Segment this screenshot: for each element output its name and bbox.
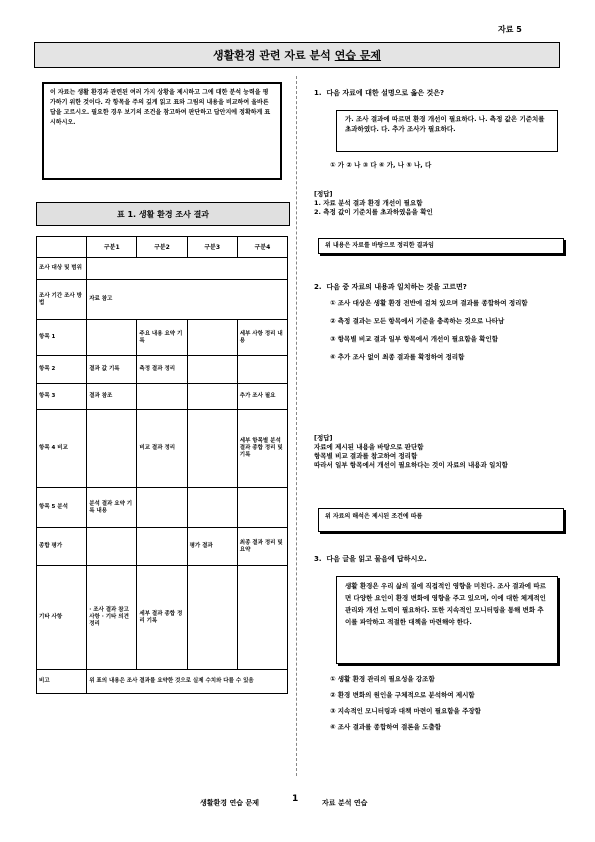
title-main: 생활환경 관련 자료 분석 — [212, 49, 331, 62]
page-title — [34, 42, 560, 68]
table-cell: 결과 값 기록 — [87, 356, 137, 384]
q1-note: 위 내용은 자료를 바탕으로 정리한 결과임 — [318, 238, 564, 254]
table-row — [37, 488, 288, 528]
table-cell — [187, 566, 237, 670]
table-cell: 세부 결과 종합 정리 기록 — [137, 566, 187, 670]
table-row — [37, 566, 288, 670]
table-cell — [137, 528, 187, 566]
table-section-title: 표 1. 생활 환경 조사 결과 — [36, 202, 290, 226]
table-row — [37, 384, 288, 410]
table-row — [37, 280, 288, 320]
q1-answer — [314, 190, 564, 217]
table-header-cell: 구분3 — [187, 237, 237, 258]
table-cell — [137, 384, 187, 410]
table-row — [37, 356, 288, 384]
option-item: ① 조사 대상은 생활 환경 전반에 걸쳐 있으며 결과를 종합하여 정리함 — [330, 299, 528, 307]
answer-line: 따라서 일부 항목에서 개선이 필요하다는 것이 자료의 내용과 일치함 — [314, 461, 508, 469]
row-label: 조사 기간 조사 방법 — [37, 280, 87, 320]
table-cell — [87, 258, 288, 280]
table-cell — [87, 528, 137, 566]
table-header-cell: 구분4 — [237, 237, 287, 258]
table-cell — [87, 320, 137, 356]
title-underlined: 연습 문제 — [334, 49, 382, 62]
footer-page-number: 1 — [292, 794, 299, 804]
question-2 — [314, 282, 564, 292]
table-cell — [237, 488, 287, 528]
q2-answer — [314, 434, 564, 470]
row-label: 조사 대상 및 범위 — [37, 258, 87, 280]
question-marker: 1. — [314, 89, 322, 97]
row-label: 항목 1 — [37, 320, 87, 356]
q1-statement-box: 가. 조사 결과에 따르면 환경 개선이 필요하다. 나. 측정 값은 기준치를 초과하였다. 다. 추가 조사가 필요하다. — [336, 110, 558, 152]
table-cell: 주요 내용 요약 기록 — [137, 320, 187, 356]
question-marker: 2. — [314, 283, 322, 291]
row-label: 항목 4 비교 — [37, 410, 87, 488]
table-cell: 최종 결과 정리 및 요약 — [237, 528, 287, 566]
row-label: 기타 사항 — [37, 566, 87, 670]
table-header-cell: 구분1 — [87, 237, 137, 258]
table-cell — [237, 566, 287, 670]
table-cell: 분석 결과 요약 기록 내용 — [87, 488, 137, 528]
footer-left: 생활환경 연습 문제 — [200, 799, 259, 807]
row-label: 항목 3 — [37, 384, 87, 410]
option-item: ④ 추가 조사 없이 최종 결과를 확정하여 정리함 — [330, 353, 465, 361]
q2-options — [330, 298, 566, 362]
table-header-row — [37, 237, 288, 258]
answer-line: 자료에 제시된 내용을 바탕으로 판단함 — [314, 443, 424, 451]
table-cell: 세부 항목별 분석 결과 종합 정리 및 기록 — [237, 410, 287, 488]
table-cell: · 조사 결과 참고 사항 · 기타 의견 정리 — [87, 566, 137, 670]
survey-table — [36, 236, 288, 694]
answer-line: 2. 측정 값이 기준치를 초과하였음을 확인 — [314, 208, 433, 216]
question-marker: 3. — [314, 555, 322, 563]
question-text: 다음 자료에 대한 설명으로 옳은 것은? — [326, 89, 445, 97]
q1-options: ① 가 ② 나 ③ 다 ④ 가, 나 ⑤ 나, 다 — [330, 161, 432, 169]
q3-options — [330, 674, 566, 732]
row-label: 항목 2 — [37, 356, 87, 384]
table-cell: 자료 참고 — [87, 280, 288, 320]
table-cell: 결과 참조 — [87, 384, 137, 410]
row-label: 비고 — [37, 670, 87, 694]
answer-line: 항목별 비교 결과를 참고하여 정리함 — [314, 452, 418, 460]
q3-passage-box: 생활 환경은 우리 삶의 질에 직접적인 영향을 미친다. 조사 결과에 따르면 다양한 요인이 환경 변화에 영향을 주고 있으며, 이에 대한 체계적인 관리와 개선 노력이 필요하다. 또한 지속적인 모니터링을 통해 변화 추이를 파악하고 적절한 대책을 마련해야 한다. — [336, 576, 558, 664]
table-cell — [187, 356, 237, 384]
option-item: ③ 지속적인 모니터링과 대책 마련이 필요함을 주장함 — [330, 707, 481, 715]
table-cell: 평가 결과 — [187, 528, 237, 566]
table-cell: 세부 사항 정리 내용 — [237, 320, 287, 356]
intro-box: 이 자료는 생활 환경과 관련된 여러 가지 상황을 제시하고 그에 대한 분석 능력을 평가하기 위한 것이다. 각 항목을 주의 깊게 읽고 표와 그림의 내용을 비교하여 올바른 답을 고르시오. 필요한 경우 보기의 조건을 참고하여 판단하고 답안지에 정확하게 표시하시오. — [42, 82, 282, 180]
row-label: 종합 평가 — [37, 528, 87, 566]
table-cell — [237, 356, 287, 384]
footer-right: 자료 분석 연습 — [322, 799, 368, 807]
question-text: 다음 중 자료의 내용과 일치하는 것을 고르면? — [326, 283, 467, 291]
table-cell — [187, 488, 237, 528]
answer-line: 1. 자료 분석 결과 환경 개선이 필요함 — [314, 199, 423, 207]
table-cell: 위 표의 내용은 조사 결과를 요약한 것으로 실제 수치와 다를 수 있음 — [87, 670, 288, 694]
table-cell — [137, 488, 187, 528]
table-row — [37, 410, 288, 488]
table-cell: 측정 결과 정리 — [137, 356, 187, 384]
table-row — [37, 320, 288, 356]
option-item: ③ 항목별 비교 결과 일부 항목에서 개선이 필요함을 확인함 — [330, 335, 499, 343]
table-row — [37, 528, 288, 566]
option-item: ② 측정 결과는 모든 항목에서 기준을 충족하는 것으로 나타남 — [330, 317, 505, 325]
table-row — [37, 670, 288, 694]
q2-note: 위 자료의 해석은 제시된 조건에 따름 — [318, 508, 564, 532]
row-label: 항목 5 분석 — [37, 488, 87, 528]
table-cell: 비교 결과 정리 — [137, 410, 187, 488]
option-item: ④ 조사 결과를 종합하여 결론을 도출함 — [330, 723, 442, 731]
question-text: 다음 글을 읽고 물음에 답하시오. — [326, 555, 427, 563]
table-cell — [187, 320, 237, 356]
table-row — [37, 258, 288, 280]
table-cell — [187, 384, 237, 410]
table-cell — [187, 410, 237, 488]
question-1 — [314, 88, 564, 98]
answer-label: [정답] — [314, 190, 333, 198]
option-item: ② 환경 변화의 원인을 구체적으로 분석하여 제시함 — [330, 691, 475, 699]
question-3 — [314, 554, 564, 564]
option-item: ① 생활 환경 관리의 필요성을 강조함 — [330, 675, 435, 683]
table-cell: 추가 조사 필요 — [237, 384, 287, 410]
table-header-cell — [37, 237, 87, 258]
table-cell — [87, 410, 137, 488]
column-divider — [296, 76, 297, 776]
answer-label: [정답] — [314, 434, 333, 442]
table-header-cell: 구분2 — [137, 237, 187, 258]
page-label: 자료 5 — [498, 25, 522, 34]
